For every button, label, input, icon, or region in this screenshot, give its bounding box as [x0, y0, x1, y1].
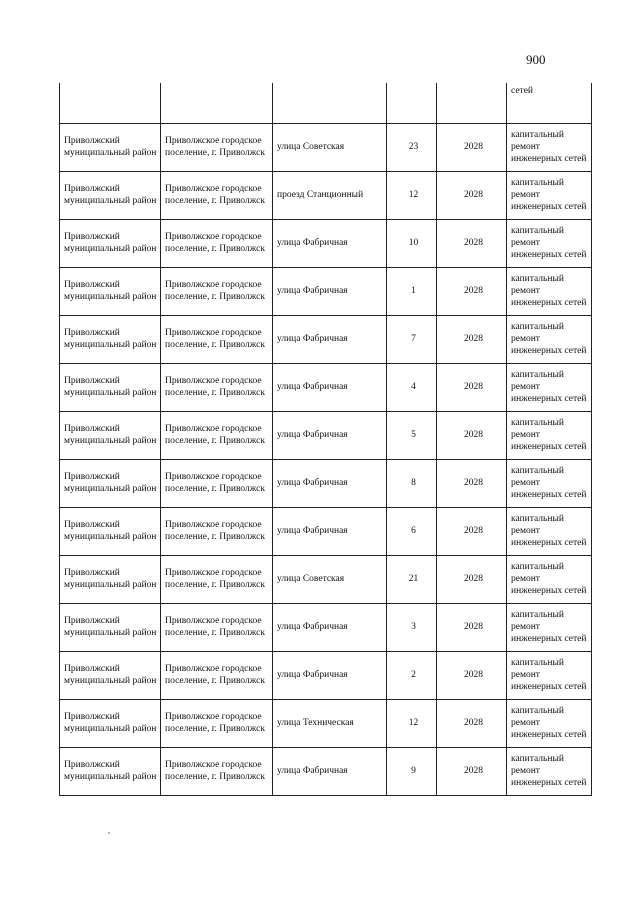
street-cell: улица Фабричная — [273, 651, 387, 699]
street-cell: улица Техническая — [273, 699, 387, 747]
district-cell: Приволжский муниципальный район — [60, 171, 161, 219]
year-cell: 2028 — [437, 459, 507, 507]
year-cell: 2028 — [437, 699, 507, 747]
district-cell: Приволжский муниципальный район — [60, 747, 161, 795]
house-number-cell: 9 — [387, 747, 437, 795]
table-row — [60, 123, 592, 171]
table-row — [60, 699, 592, 747]
house-number-cell: 1 — [387, 267, 437, 315]
work-type-cell: капитальный ремонт инженерных сетей — [507, 363, 592, 411]
page-number: 900 — [526, 52, 546, 67]
settlement-cell: Приволжское городское поселение, г. Приволжск — [161, 507, 273, 555]
work-type-cell: капитальный ремонт инженерных сетей — [507, 507, 592, 555]
house-number-cell: 12 — [387, 171, 437, 219]
house-number-cell: 10 — [387, 219, 437, 267]
street-cell: улица Фабричная — [273, 267, 387, 315]
house-number-cell: 3 — [387, 603, 437, 651]
work-type-cell: капитальный ремонт инженерных сетей — [507, 315, 592, 363]
continuation-cell-empty — [437, 83, 507, 123]
continuation-cell-work — [507, 83, 592, 123]
table-row — [60, 219, 592, 267]
year-cell: 2028 — [437, 219, 507, 267]
house-number-cell: 8 — [387, 459, 437, 507]
settlement-cell: Приволжское городское поселение, г. Приволжск — [161, 459, 273, 507]
house-number-cell: 7 — [387, 315, 437, 363]
settlement-cell: Приволжское городское поселение, г. Приволжск — [161, 555, 273, 603]
table-row — [60, 315, 592, 363]
house-number-cell: 23 — [387, 123, 437, 171]
district-cell: Приволжский муниципальный район — [60, 411, 161, 459]
scan-speck — [108, 832, 110, 834]
settlement-cell: Приволжское городское поселение, г. Приволжск — [161, 699, 273, 747]
district-cell: Приволжский муниципальный район — [60, 507, 161, 555]
table-row — [60, 555, 592, 603]
year-cell: 2028 — [437, 267, 507, 315]
street-cell: улица Фабричная — [273, 459, 387, 507]
street-cell: улица Фабричная — [273, 747, 387, 795]
work-type-cell: капитальный ремонт инженерных сетей — [507, 747, 592, 795]
year-cell: 2028 — [437, 555, 507, 603]
continuation-row — [60, 83, 592, 123]
continuation-cell-empty — [60, 83, 161, 123]
table-row — [60, 459, 592, 507]
district-cell: Приволжский муниципальный район — [60, 219, 161, 267]
settlement-cell: Приволжское городское поселение, г. Приволжск — [161, 651, 273, 699]
year-cell: 2028 — [437, 171, 507, 219]
housing-repair-table — [59, 83, 592, 796]
year-cell: 2028 — [437, 507, 507, 555]
work-type-cell: капитальный ремонт инженерных сетей — [507, 171, 592, 219]
table-row — [60, 267, 592, 315]
street-cell: проезд Станционный — [273, 171, 387, 219]
table-row — [60, 411, 592, 459]
street-cell: улица Советская — [273, 555, 387, 603]
street-cell: улица Фабричная — [273, 603, 387, 651]
street-cell: улица Фабричная — [273, 363, 387, 411]
house-number-cell: 4 — [387, 363, 437, 411]
year-cell: 2028 — [437, 747, 507, 795]
table-row — [60, 603, 592, 651]
continuation-text: сетей — [511, 86, 534, 96]
continuation-cell-empty — [273, 83, 387, 123]
district-cell: Приволжский муниципальный район — [60, 315, 161, 363]
settlement-cell: Приволжское городское поселение, г. Приволжск — [161, 315, 273, 363]
table-row — [60, 507, 592, 555]
settlement-cell: Приволжское городское поселение, г. Приволжск — [161, 747, 273, 795]
table-row — [60, 747, 592, 795]
year-cell: 2028 — [437, 651, 507, 699]
settlement-cell: Приволжское городское поселение, г. Приволжск — [161, 363, 273, 411]
work-type-cell: капитальный ремонт инженерных сетей — [507, 699, 592, 747]
table-row — [60, 363, 592, 411]
settlement-cell: Приволжское городское поселение, г. Приволжск — [161, 267, 273, 315]
work-type-cell: капитальный ремонт инженерных сетей — [507, 411, 592, 459]
street-cell: улица Фабричная — [273, 219, 387, 267]
work-type-cell: капитальный ремонт инженерных сетей — [507, 603, 592, 651]
settlement-cell: Приволжское городское поселение, г. Приволжск — [161, 219, 273, 267]
continuation-cell-empty — [161, 83, 273, 123]
street-cell: улица Фабричная — [273, 315, 387, 363]
table-body — [60, 83, 592, 795]
work-type-cell: капитальный ремонт инженерных сетей — [507, 267, 592, 315]
work-type-cell: капитальный ремонт инженерных сетей — [507, 219, 592, 267]
house-number-cell: 5 — [387, 411, 437, 459]
street-cell: улица Фабричная — [273, 411, 387, 459]
district-cell: Приволжский муниципальный район — [60, 123, 161, 171]
work-type-cell: капитальный ремонт инженерных сетей — [507, 123, 592, 171]
house-number-cell: 21 — [387, 555, 437, 603]
year-cell: 2028 — [437, 363, 507, 411]
house-number-cell: 2 — [387, 651, 437, 699]
year-cell: 2028 — [437, 603, 507, 651]
work-type-cell: капитальный ремонт инженерных сетей — [507, 651, 592, 699]
continuation-cell-empty — [387, 83, 437, 123]
district-cell: Приволжский муниципальный район — [60, 699, 161, 747]
settlement-cell: Приволжское городское поселение, г. Приволжск — [161, 411, 273, 459]
table-row — [60, 651, 592, 699]
house-number-cell: 12 — [387, 699, 437, 747]
work-type-cell: капитальный ремонт инженерных сетей — [507, 555, 592, 603]
settlement-cell: Приволжское городское поселение, г. Приволжск — [161, 603, 273, 651]
district-cell: Приволжский муниципальный район — [60, 363, 161, 411]
street-cell: улица Советская — [273, 123, 387, 171]
work-type-cell: капитальный ремонт инженерных сетей — [507, 459, 592, 507]
district-cell: Приволжский муниципальный район — [60, 555, 161, 603]
district-cell: Приволжский муниципальный район — [60, 267, 161, 315]
year-cell: 2028 — [437, 123, 507, 171]
settlement-cell: Приволжское городское поселение, г. Приволжск — [161, 171, 273, 219]
table-row — [60, 171, 592, 219]
year-cell: 2028 — [437, 315, 507, 363]
house-number-cell: 6 — [387, 507, 437, 555]
year-cell: 2028 — [437, 411, 507, 459]
district-cell: Приволжский муниципальный район — [60, 651, 161, 699]
settlement-cell: Приволжское городское поселение, г. Приволжск — [161, 123, 273, 171]
district-cell: Приволжский муниципальный район — [60, 459, 161, 507]
street-cell: улица Фабричная — [273, 507, 387, 555]
district-cell: Приволжский муниципальный район — [60, 603, 161, 651]
